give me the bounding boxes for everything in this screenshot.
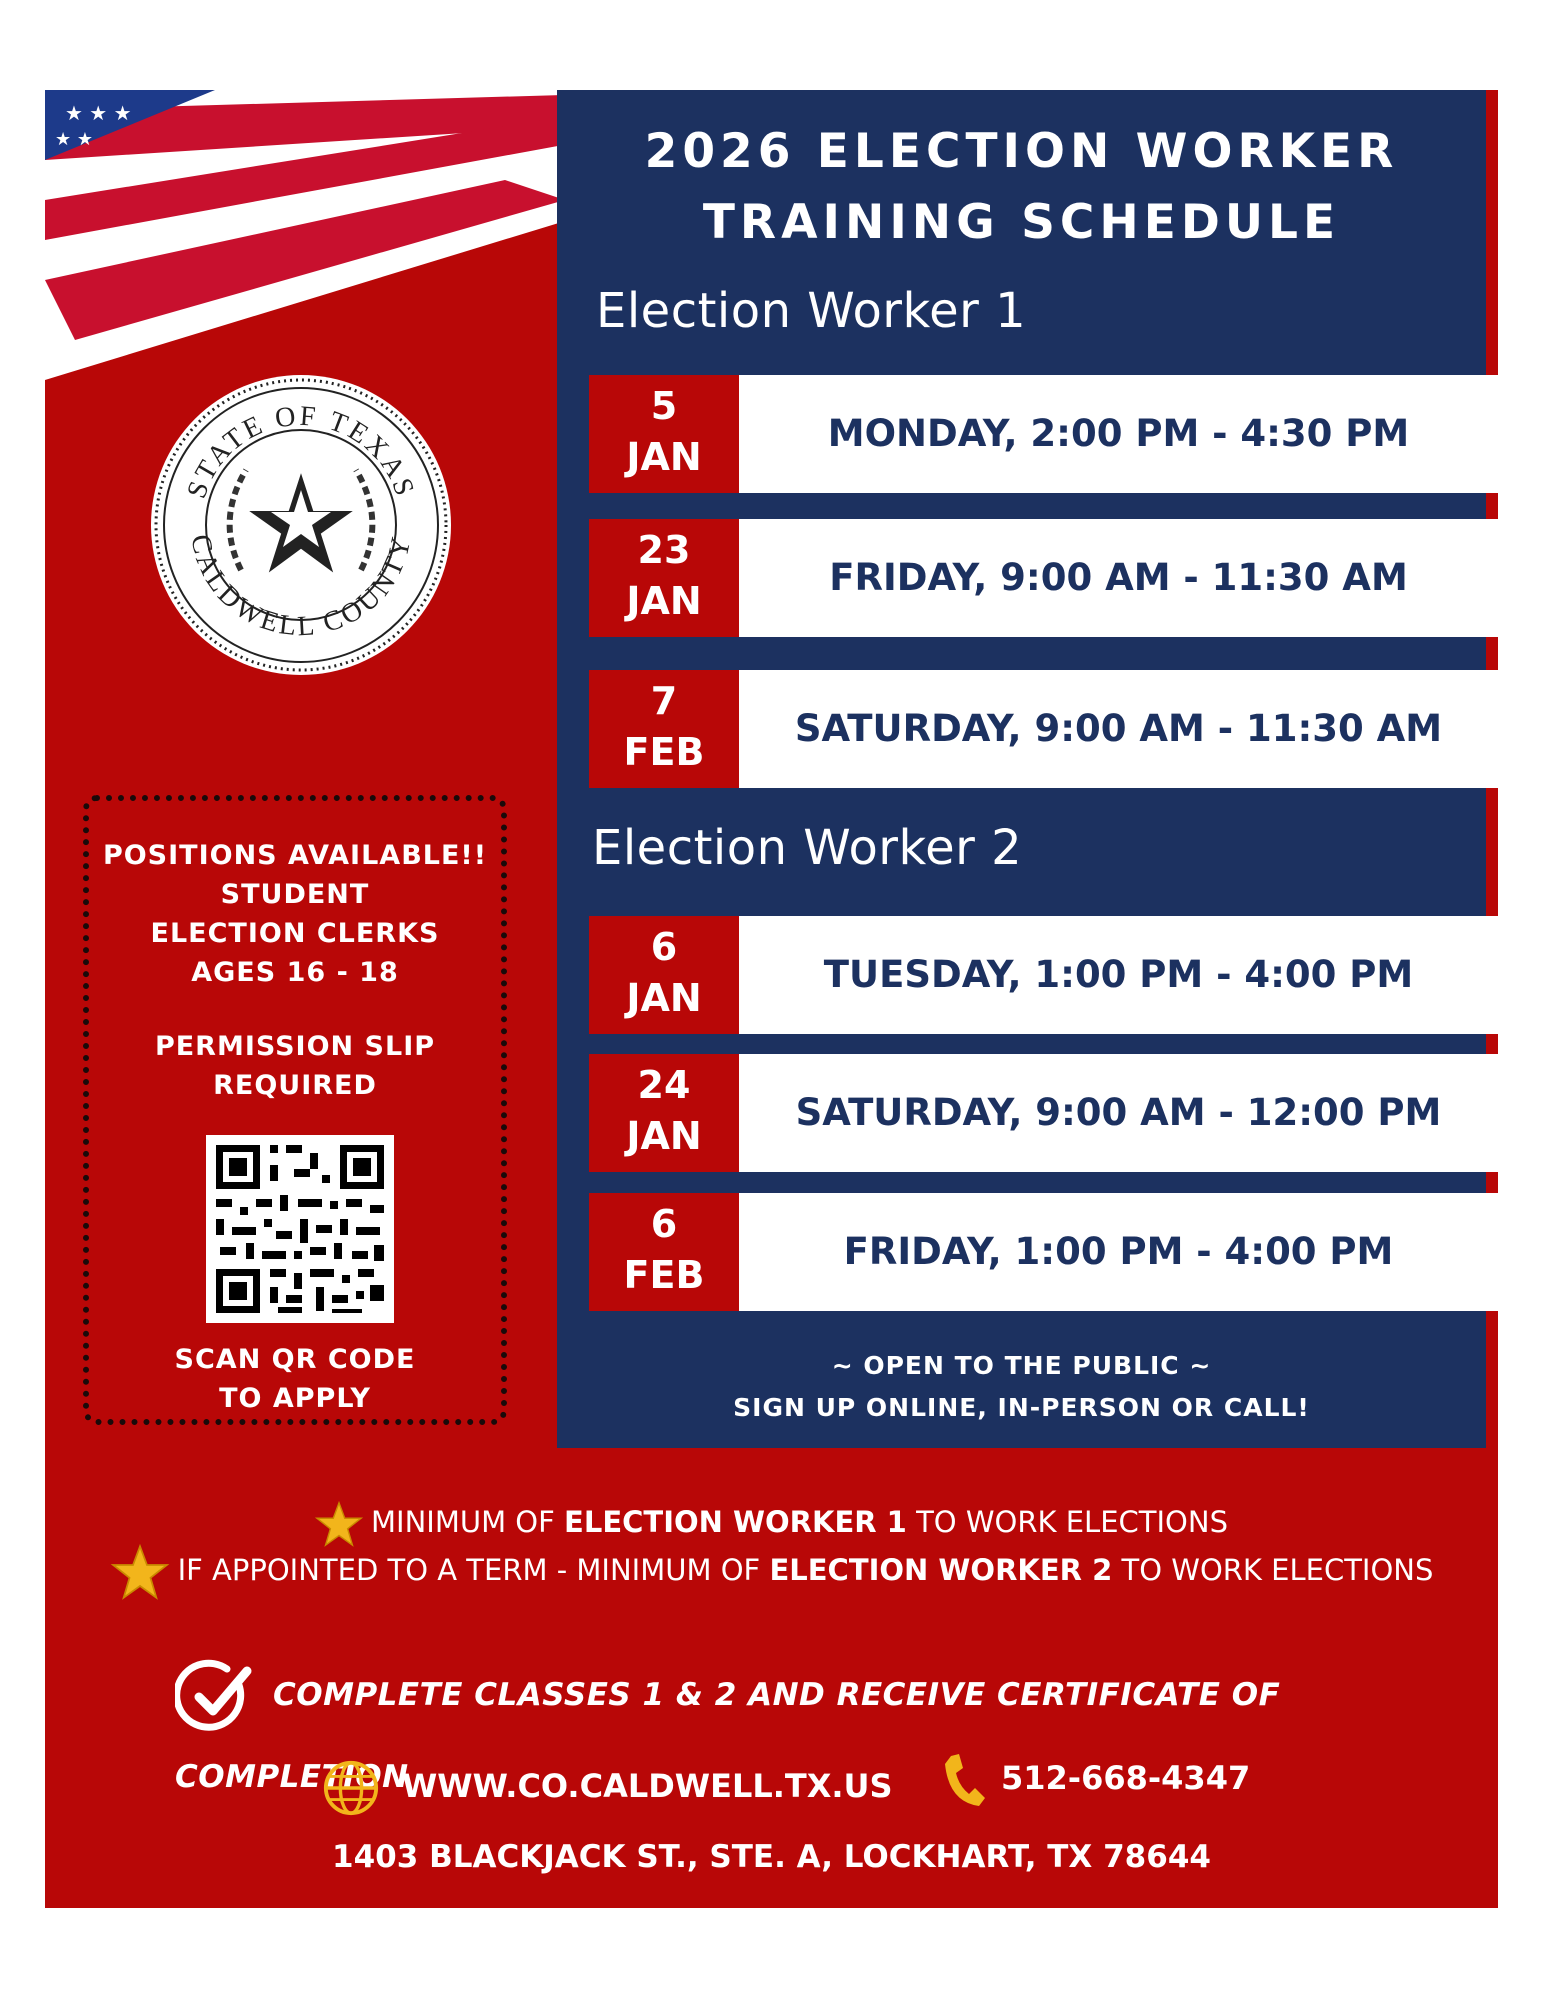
permission-required-label: REQUIRED	[213, 1070, 377, 1101]
globe-icon	[322, 1759, 380, 1817]
scan-qr-label: SCAN QR CODE	[174, 1344, 416, 1375]
website-contact[interactable]	[322, 1758, 893, 1817]
session-row	[589, 519, 1498, 637]
public-note-line-2: SIGN UP ONLINE, IN-PERSON OR CALL!	[733, 1393, 1310, 1422]
session-month: JAN	[626, 435, 702, 479]
session-day: 24	[637, 1063, 691, 1107]
section-heading-election-worker-1: Election Worker 1	[596, 283, 1027, 339]
session-month: JAN	[626, 579, 702, 623]
permission-text	[83, 1027, 507, 1105]
session-month: FEB	[623, 730, 705, 774]
session-day: 6	[650, 925, 678, 969]
office-address: 1403 BLACKJACK ST., STE. A, LOCKHART, TX 78644	[332, 1839, 1211, 1875]
session-day: 23	[637, 528, 691, 572]
flyer	[45, 90, 1498, 1908]
qr-code[interactable]	[206, 1135, 394, 1323]
session-date	[589, 519, 739, 637]
public-note-line-1: ~ OPEN TO THE PUBLIC ~	[831, 1351, 1212, 1380]
requirement-line	[45, 1544, 1498, 1600]
session-row	[589, 1193, 1498, 1311]
session-time: TUESDAY, 1:00 PM - 4:00 PM	[739, 916, 1498, 1034]
session-row	[589, 916, 1498, 1034]
county-seal	[146, 370, 456, 680]
session-time: FRIDAY, 9:00 AM - 11:30 AM	[739, 519, 1498, 637]
session-date	[589, 916, 739, 1034]
requirement-text: MINIMUM OF	[371, 1505, 565, 1539]
session-day: 7	[650, 679, 678, 723]
session-day: 5	[650, 384, 678, 428]
phone-icon	[939, 1750, 987, 1810]
svg-text:★ ★ ★: ★ ★ ★	[65, 101, 132, 125]
session-month: FEB	[623, 1253, 705, 1297]
public-note	[557, 1345, 1486, 1429]
gold-star-icon	[110, 1544, 170, 1600]
session-row	[589, 670, 1498, 788]
session-month: JAN	[626, 1114, 702, 1158]
session-month: JAN	[626, 976, 702, 1020]
positions-clerks-label: ELECTION CLERKS	[150, 918, 440, 949]
permission-slip-label: PERMISSION SLIP	[154, 1031, 436, 1062]
session-time: FRIDAY, 1:00 PM - 4:00 PM	[739, 1193, 1498, 1311]
positions-text	[83, 836, 507, 992]
title-line-1: 2026 ELECTION WORKER	[644, 124, 1399, 179]
seal-top-text: STATE OF TEXAS	[181, 400, 421, 503]
session-time: MONDAY, 2:00 PM - 4:30 PM	[739, 375, 1498, 493]
session-row	[589, 1054, 1498, 1172]
session-row	[589, 375, 1498, 493]
requirement-text: TO WORK ELECTIONS	[1112, 1553, 1434, 1587]
check-circle-icon	[175, 1657, 255, 1737]
flyer-title	[557, 116, 1486, 258]
positions-available-label: POSITIONS AVAILABLE!!	[102, 840, 488, 871]
session-time: SATURDAY, 9:00 AM - 12:00 PM	[739, 1054, 1498, 1172]
session-date	[589, 1193, 739, 1311]
phone-number[interactable]: 512-668-4347	[1001, 1759, 1251, 1797]
session-date	[589, 375, 739, 493]
requirement-emphasis: ELECTION WORKER 2	[769, 1553, 1113, 1587]
requirement-text: TO WORK ELECTIONS	[906, 1505, 1228, 1539]
session-time: SATURDAY, 9:00 AM - 11:30 AM	[739, 670, 1498, 788]
svg-text:★ ★: ★ ★	[55, 129, 93, 150]
completion-text: COMPLETE CLASSES 1 & 2 AND RECEIVE CERTIFICATE OF COMPLETION	[175, 1677, 1281, 1795]
section-heading-election-worker-2: Election Worker 2	[592, 820, 1023, 876]
session-day: 6	[650, 1202, 678, 1246]
website-link[interactable]: WWW.CO.CALDWELL.TX.US	[402, 1767, 893, 1805]
requirement-line	[45, 1500, 1498, 1547]
seal-bottom-text: CALDWELL COUNTY	[184, 531, 418, 643]
session-date	[589, 670, 739, 788]
positions-ages-label: AGES 16 - 18	[191, 957, 399, 988]
requirement-emphasis: ELECTION WORKER 1	[564, 1505, 907, 1539]
scan-text	[83, 1340, 507, 1418]
title-line-2: TRAINING SCHEDULE	[702, 195, 1341, 250]
phone-contact[interactable]	[939, 1750, 1250, 1810]
session-date	[589, 1054, 739, 1172]
requirement-text: IF APPOINTED TO A TERM - MINIMUM OF	[177, 1553, 770, 1587]
positions-student-label: STUDENT	[220, 879, 370, 910]
gold-star-icon	[315, 1501, 363, 1547]
to-apply-label: TO APPLY	[219, 1383, 371, 1414]
